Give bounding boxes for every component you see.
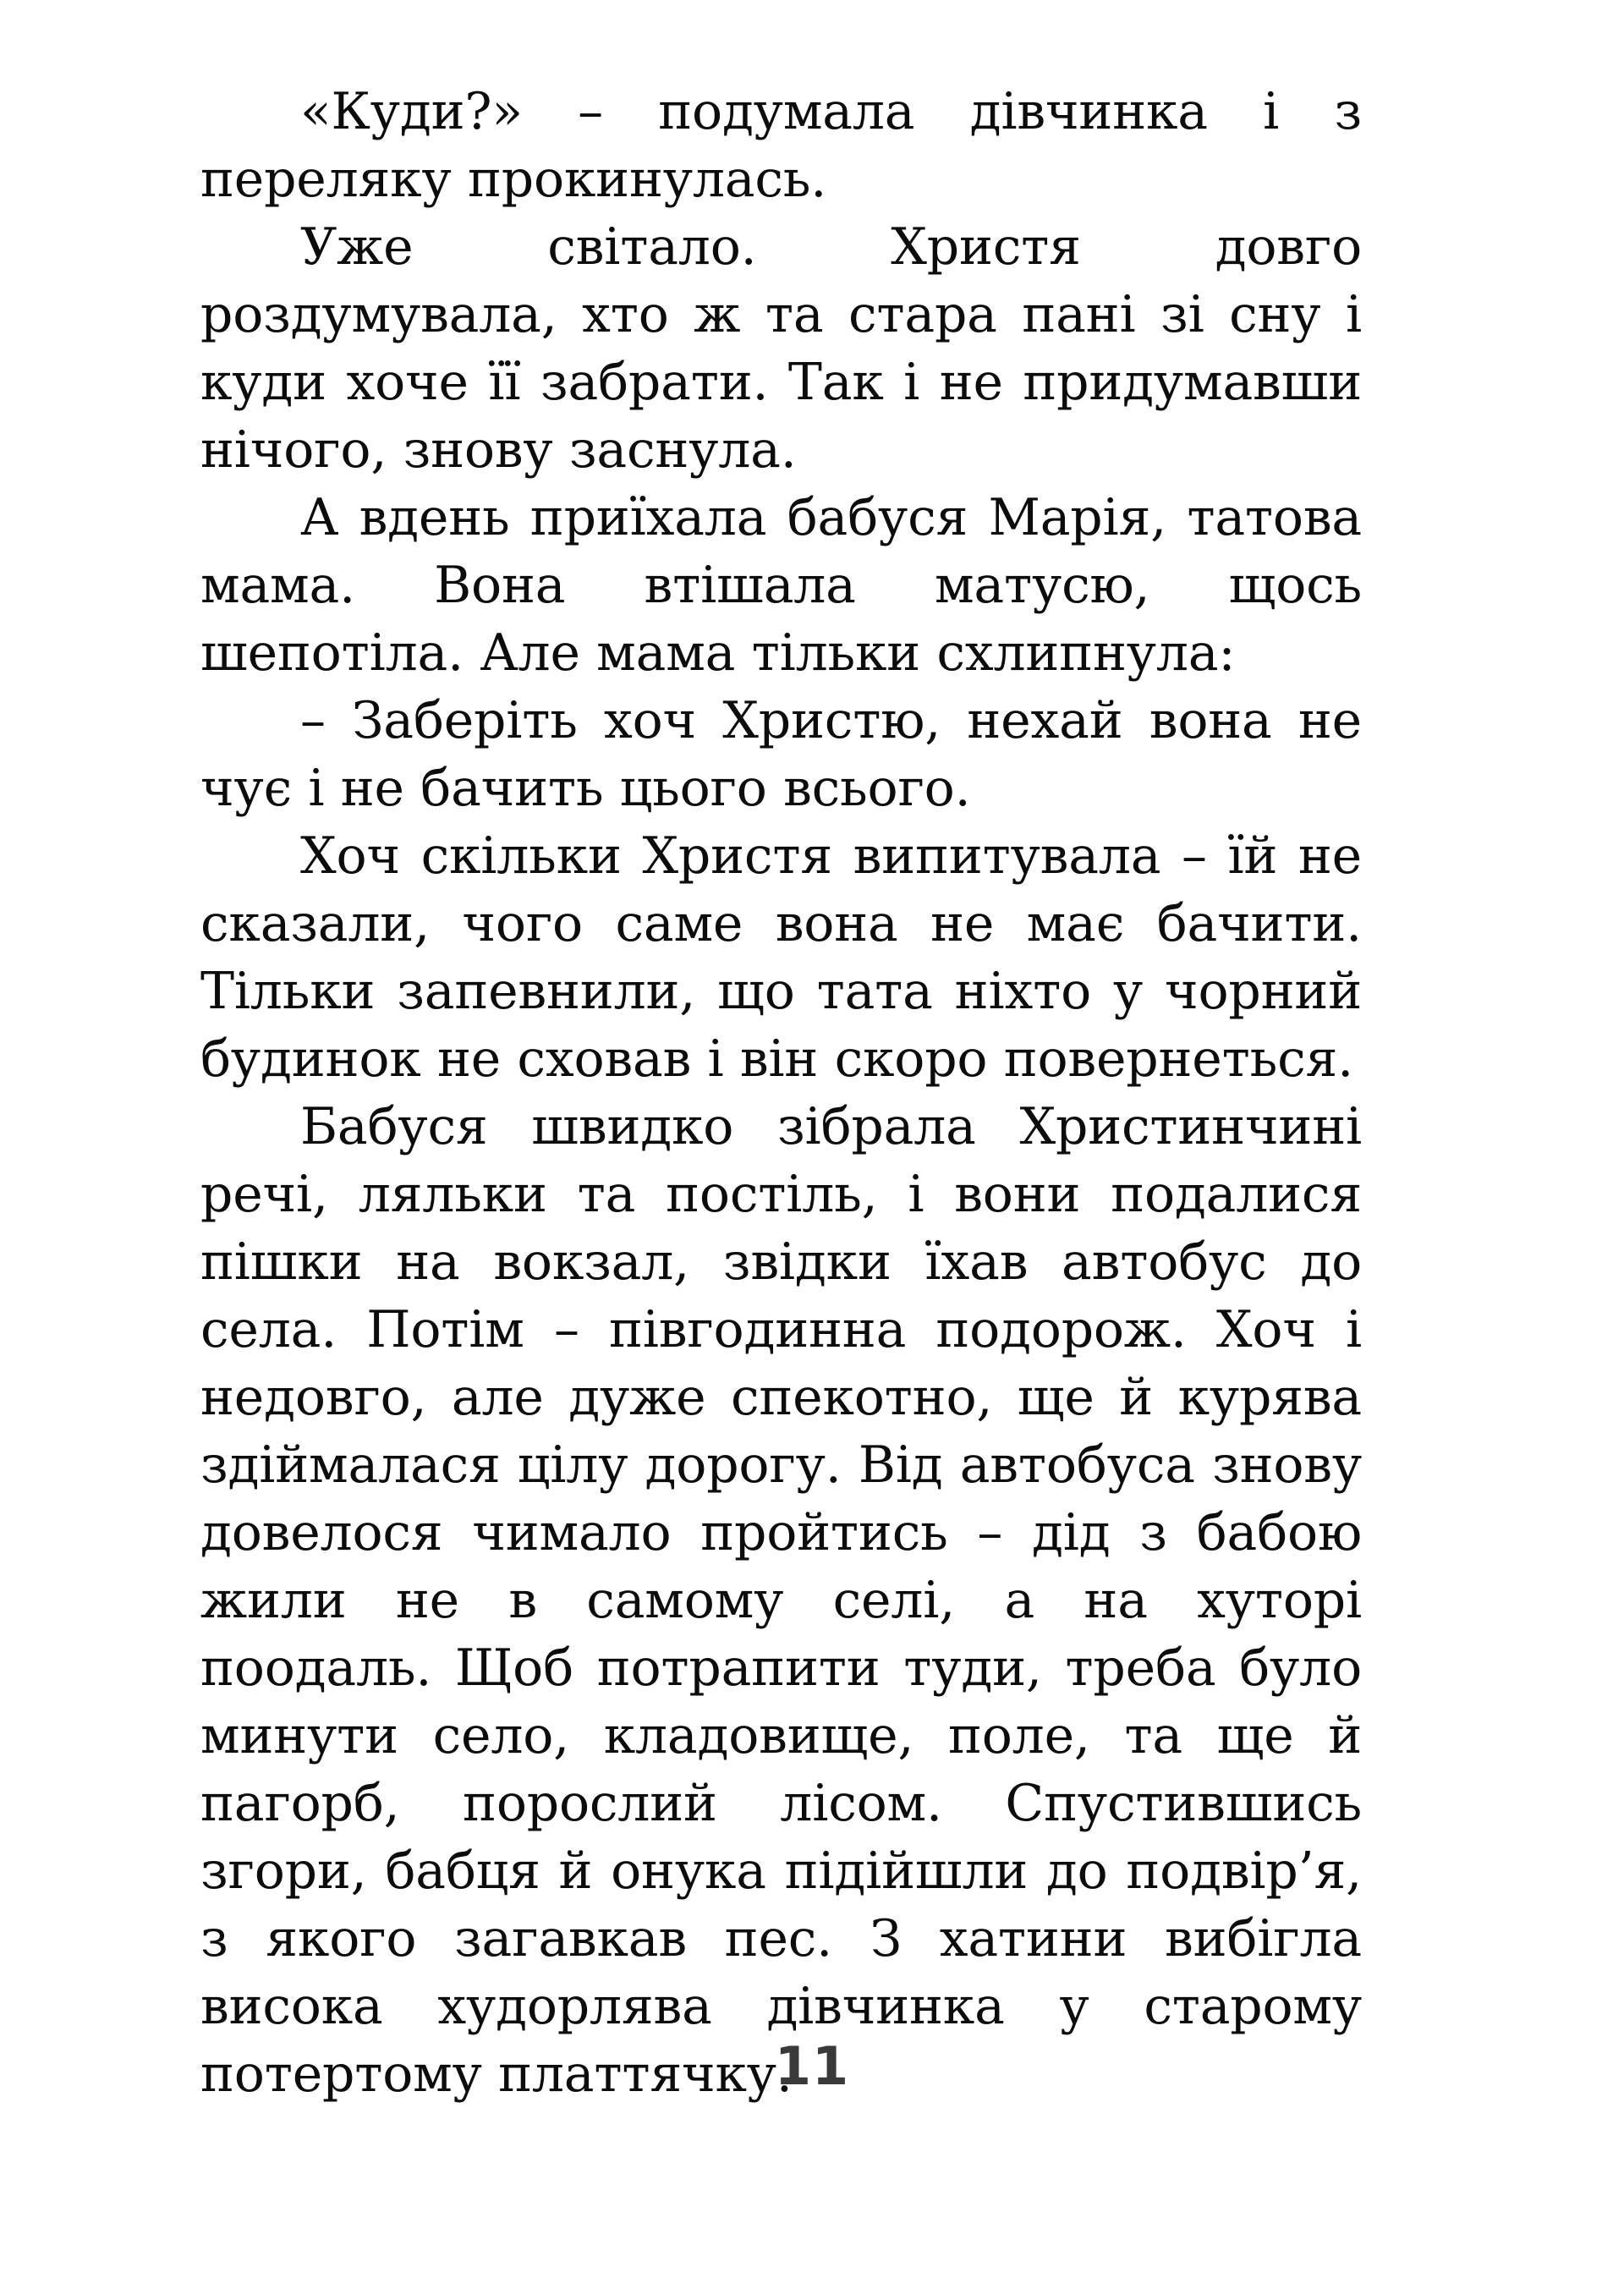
paragraph: Уже світало. Христя довго роздумувала, хто ж та стара пані зі сну і куди хоче її забрати. Так і не придумавши нічого, знову заснула. [200, 217, 1362, 480]
paragraph: Бабуся швидко зібрала Христинчині речі, ляльки та постіль, і вони подалися пішки на вокзал, звідки їхав автобус до села. Потім – півгодинна подорож. Хоч і недовго, але дуже спекотно, ще й курява здіймалася цілу дорогу. Від автобуса знову довелося чимало пройтись – дід з бабою жили не в самому селі, а на хуторі поодаль. Щоб потрапити туди, треба було минути село, кладовище, поле, та ще й пагорб, порослий лісом. Спустившись згори, бабця й онука підійшли до подвір’я, з якого загавкав пес. З хатини вибігла висока худорлява дівчинка у старому потертому платтячку. [200, 1097, 1362, 2104]
page-number: 11 [774, 2035, 850, 2097]
paragraph: А вдень приїхала бабуся Марія, татова мама. Вона втішала матусю, щось шепотіла. Але мама тільки схлипнула: [200, 488, 1362, 683]
body-text-column [200, 78, 1362, 2108]
paragraph: – Заберіть хоч Христю, нехай вона не чує і не бачить цього всього. [200, 691, 1362, 818]
paragraph: Хоч скільки Христя випитувала – їй не сказали, чого саме вона не має бачити. Тільки запевнили, що тата ніхто у чорний будинок не сховав і він скоро повернеться. [200, 826, 1362, 1089]
paragraph: «Куди?» – подумала дівчинка і з переляку прокинулась. [200, 82, 1362, 209]
